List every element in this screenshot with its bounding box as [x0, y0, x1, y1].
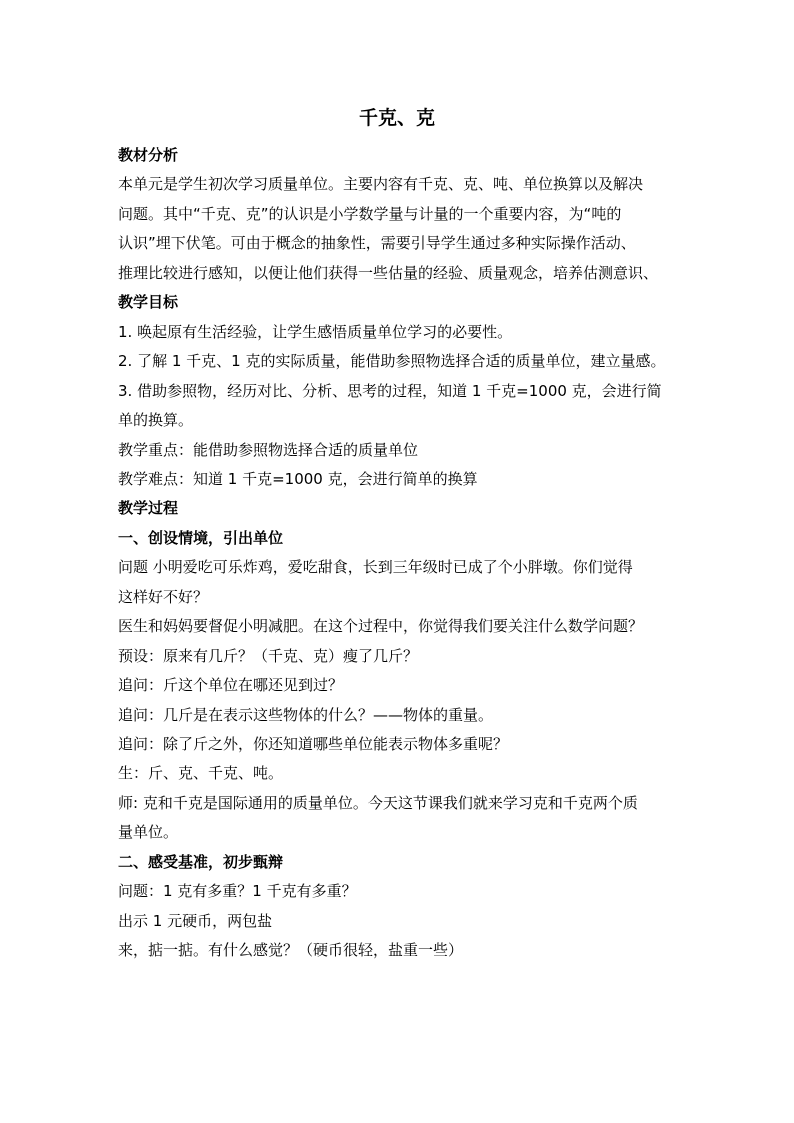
body-text-line: 认识”埋下伏笔。可由于概念的抽象性，需要引导学生通过多种实际操作活动、	[118, 234, 636, 252]
section-heading: 二、感受基准，初步甄辩	[118, 853, 284, 871]
body-text-line: 单的换算。	[118, 411, 194, 429]
body-text-line: 出示 1 元硬币，两包盐	[118, 912, 273, 930]
body-text-line: 医生和妈妈要督促小明减肥。在这个过程中，你觉得我们要关注什么数学问题？	[118, 617, 644, 635]
body-text-line: 1. 唤起原有生活经验，让学生感悟质量单位学习的必要性。	[118, 323, 513, 341]
document-title: 千克、克	[358, 107, 435, 129]
body-text-line: 追问：几斤是在表示这些物体的什么？——物体的重量。	[118, 706, 494, 724]
body-text-line: 预设：原来有几斤？（千克、克）瘦了几斤？	[118, 647, 419, 665]
body-text-line: 量单位。	[118, 823, 179, 841]
body-text-line: 生：斤、克、千克、吨。	[118, 764, 284, 782]
section-heading: 教学目标	[118, 293, 179, 311]
body-text-line: 追问：除了斤之外，你还知道哪些单位能表示物体多重呢？	[118, 735, 509, 753]
body-text-line: 问题 小明爱吃可乐炸鸡，爱吃甜食，长到三年级时已成了个小胖墩。你们觉得	[118, 558, 633, 576]
body-text-line: 2. 了解 1 千克、1 克的实际质量，能借助参照物选择合适的质量单位，建立量感。	[118, 352, 666, 370]
body-text-line: 教学难点：知道 1 千克=1000 克，会进行简单的换算	[118, 470, 478, 488]
body-text-line: 问题。其中“千克、克”的认识是小学数学量与计量的一个重要内容，为“吨的	[118, 205, 622, 223]
section-heading: 教学过程	[118, 499, 179, 517]
body-text-line: 问题：1 克有多重？1 千克有多重？	[118, 882, 357, 900]
body-text-line: 追问：斤这个单位在哪还见到过？	[118, 676, 344, 694]
body-text-line: 这样好不好？	[118, 588, 209, 606]
section-heading: 一、创设情境，引出单位	[118, 529, 284, 547]
body-text-line: 教学重点：能借助参照物选择合适的质量单位	[118, 441, 419, 459]
body-text-line: 3. 借助参照物，经历对比、分析、思考的过程，知道 1 千克=1000 克，会进行简	[118, 382, 662, 400]
body-text-line: 来，掂一掂。有什么感觉？（硬币很轻，盐重一些）	[118, 941, 464, 959]
body-text-line: 推理比较进行感知，以便让他们获得一些估量的经验、质量观念，培养估测意识、	[118, 264, 659, 282]
body-text-line: 师: 克和千克是国际通用的质量单位。今天这节课我们就来学习克和千克两个质	[118, 794, 638, 812]
section-heading: 教材分析	[118, 146, 179, 164]
body-text-line: 本单元是学生初次学习质量单位。主要内容有千克、克、吨、单位换算以及解决	[118, 175, 644, 193]
